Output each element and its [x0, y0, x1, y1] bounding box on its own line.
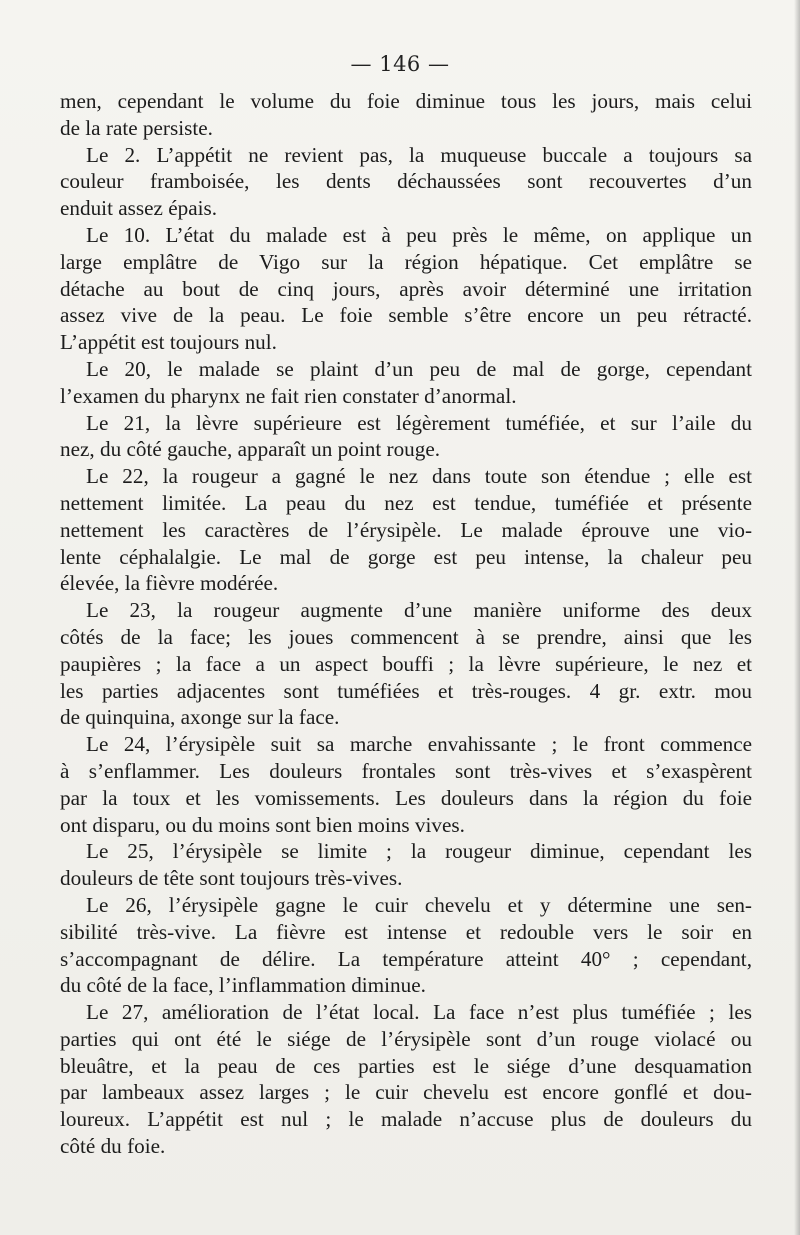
- paragraph: [60, 88, 752, 142]
- text-line: de la rate persiste.: [60, 115, 213, 140]
- text-line: assez vive de la peau. Le foie semble s’être encore un peu rétracté.: [60, 303, 752, 328]
- body-text: [60, 88, 752, 1160]
- text-line: Le 20, le malade se plaint d’un peu de mal de gorge, cependant: [86, 356, 752, 381]
- paragraph: [60, 410, 752, 464]
- text-line: couleur framboisée, les dents déchaussées sont recouvertes d’un: [60, 169, 752, 194]
- text-line: Le 10. L’état du malade est à peu près le même, on applique un: [86, 222, 752, 247]
- text-line: Le 22, la rougeur a gagné le nez dans toute son étendue ; elle est: [86, 464, 752, 489]
- text-line: nettement limitée. La peau du nez est tendue, tuméfiée et présente: [60, 490, 752, 515]
- paragraph: [60, 356, 752, 410]
- text-line: côté du foie.: [60, 1134, 166, 1159]
- text-line: par la toux et les vomissements. Les douleurs dans la région du foie: [60, 785, 752, 810]
- paragraph: [60, 892, 752, 999]
- text-line: douleurs de tête sont toujours très-vives.: [60, 866, 403, 891]
- text-line: élevée, la fièvre modérée.: [60, 571, 279, 596]
- text-line: paupières ; la face a un aspect bouffi ; la lèvre supérieure, le nez et: [60, 651, 752, 676]
- text-line: à s’enflammer. Les douleurs frontales sont très-vives et s’exaspèrent: [60, 758, 752, 783]
- text-line: L’appétit est toujours nul.: [60, 330, 277, 355]
- text-line: bleuâtre, et la peau de ces parties est le siége d’une desquamation: [60, 1053, 752, 1078]
- text-line: parties qui ont été le siége de l’érysipèle sont d’un rouge violacé ou: [60, 1026, 752, 1051]
- page-number: — 146 —: [350, 52, 450, 76]
- text-line: Le 21, la lèvre supérieure est légèrement tuméfiée, et sur l’aile du: [86, 410, 752, 435]
- text-line: par lambeaux assez larges ; le cuir chevelu est encore gonflé et dou-: [60, 1080, 752, 1105]
- paragraph: [60, 999, 752, 1160]
- text-line: large emplâtre de Vigo sur la région hépatique. Cet emplâtre se: [60, 249, 752, 274]
- paragraph: [60, 731, 752, 838]
- paragraph: [60, 597, 752, 731]
- text-line: Le 25, l’érysipèle se limite ; la rougeur diminue, cependant les: [86, 839, 752, 864]
- text-line: Le 2. L’appétit ne revient pas, la muqueuse buccale a toujours sa: [86, 142, 752, 167]
- text-line: l’examen du pharynx ne fait rien constater d’anormal.: [60, 383, 517, 408]
- text-line: lente céphalalgie. Le mal de gorge est peu intense, la chaleur peu: [60, 544, 752, 569]
- text-line: men, cependant le volume du foie diminue tous les jours, mais celui: [60, 89, 752, 113]
- text-line: loureux. L’appétit est nul ; le malade n’accuse plus de douleurs du: [60, 1107, 752, 1132]
- text-line: s’accompagnant de délire. La température atteint 40° ; cependant,: [60, 946, 752, 971]
- text-line: détache au bout de cinq jours, après avoir déterminé une irritation: [60, 276, 752, 301]
- paragraph: [60, 463, 752, 597]
- paragraph: [60, 142, 752, 222]
- text-line: nettement les caractères de l’érysipèle. Le malade éprouve une vio-: [60, 517, 752, 542]
- paragraph: [60, 838, 752, 892]
- text-line: du côté de la face, l’inflammation diminue.: [60, 973, 426, 998]
- text-line: côtés de la face; les joues commencent à se prendre, ainsi que les: [60, 624, 752, 649]
- page-edge-shadow: [794, 0, 800, 1235]
- text-line: sibilité très-vive. La fièvre est intense et redouble vers le soir en: [60, 919, 752, 944]
- text-line: Le 24, l’érysipèle suit sa marche envahissante ; le front commence: [86, 732, 752, 757]
- text-line: Le 26, l’érysipèle gagne le cuir chevelu et y détermine une sen-: [86, 892, 752, 917]
- text-line: enduit assez épais.: [60, 196, 218, 221]
- text-line: de quinquina, axonge sur la face.: [60, 705, 340, 730]
- paragraph: [60, 222, 752, 356]
- text-line: Le 27, amélioration de l’état local. La face n’est plus tuméfiée ; les: [86, 1000, 752, 1025]
- text-line: les parties adjacentes sont tuméfiées et très-rouges. 4 gr. extr. mou: [60, 678, 752, 703]
- text-line: nez, du côté gauche, apparaît un point rouge.: [60, 437, 441, 462]
- text-line: Le 23, la rougeur augmente d’une manière uniforme des deux: [86, 598, 752, 623]
- text-line: ont disparu, ou du moins sont bien moins vives.: [60, 812, 465, 837]
